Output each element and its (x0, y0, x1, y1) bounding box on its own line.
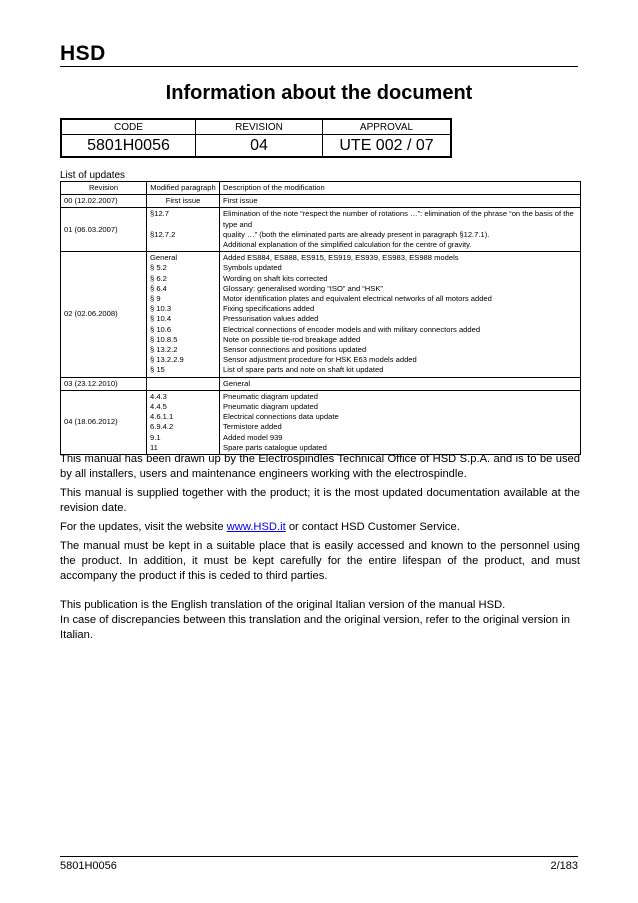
paragraph-cell (147, 390, 220, 454)
description-line: Termistore added (223, 422, 282, 432)
paragraph-line: § 15 (150, 365, 165, 375)
description-line: Fixing specifications added (223, 304, 315, 314)
paragraph-column-header: Modified paragraph (147, 182, 220, 195)
footer-divider (60, 856, 578, 857)
paragraph-line: §12.7.2 (150, 229, 176, 239)
paragraph-line: § 13.2.2 (150, 345, 178, 355)
description-line: Pneumatic diagram updated (223, 391, 318, 401)
description-cell (220, 390, 581, 454)
description-line: Note on possible tie-rod breakage added (223, 334, 361, 344)
updates-paragraph (60, 520, 580, 535)
paragraph-line: § 10.3 (150, 304, 172, 314)
footer-document-code: 5801H0056 (60, 860, 117, 872)
description-line: Motor identification plates and equivalent electrical networks of all motors added (223, 294, 492, 304)
description-line: Pressurisation values added (223, 314, 319, 324)
body-text (60, 452, 580, 647)
paragraph-cell (147, 377, 220, 390)
hsd-website-link[interactable]: www.HSD.it (226, 521, 286, 533)
translation-line-2: In case of discrepancies between this translation and the original version, refer to the original version in Italian. (60, 614, 570, 641)
paragraph-line (150, 220, 216, 230)
storage-paragraph: The manual must be kept in a suitable place that is easily accessed and known to the personnel using the product. In addition, it must be kept carefully for the entire lifespan of the product, and must accompany the product if this is ceded to third parties. (60, 540, 580, 582)
table-row (61, 208, 581, 252)
header-divider (60, 66, 578, 67)
description-line: quality …” (both the eliminated parts are already present in paragraph §12.7.1). (223, 229, 490, 239)
paragraph-line: 4.4.5 (150, 402, 167, 412)
translation-paragraph (60, 598, 580, 643)
description-cell: First issue (220, 195, 581, 208)
table-row (61, 377, 581, 390)
paragraph-line: 4.4.3 (150, 391, 167, 401)
paragraph-cell: First issue (147, 195, 220, 208)
description-line: Elimination of the note “respect the number of rotations …”: elimination of the phrase “on the basis of the type and (223, 209, 574, 229)
paragraph-line: § 13.2.2.9 (150, 355, 184, 365)
description-line: Additional explanation of the simplified calculation for the centre of gravity. (223, 240, 472, 250)
paragraph-line: 6.9.4.2 (150, 422, 174, 432)
page-title: Information about the document (165, 82, 473, 104)
paragraph-line: § 10.8.5 (150, 334, 178, 344)
description-line: Sensor connections and positions updated (223, 345, 367, 355)
updates-title: List of updates (60, 170, 126, 181)
description-line: Added model 939 (223, 432, 283, 442)
paragraph-line: § 5.2 (150, 263, 167, 273)
code-value: 5801H0056 (61, 135, 196, 158)
description-column-header: Description of the modification (220, 182, 581, 195)
table-row (61, 390, 581, 454)
table-row (61, 252, 581, 377)
description-line: Electrical connections data update (223, 412, 339, 422)
revision-cell: 00 (12.02.2007) (61, 195, 147, 208)
description-cell (220, 252, 581, 377)
description-line: Added ES884, ES888, ES915, ES919, ES939, ES983, ES988 models (223, 253, 459, 263)
supply-paragraph: This manual is supplied together with the product; it is the most updated documentation available at the revision date. (60, 487, 580, 514)
paragraph-line: § 10.6 (150, 324, 172, 334)
revision-cell: 04 (18.06.2012) (61, 390, 147, 454)
paragraph-line: § 6.2 (150, 273, 167, 283)
intro-paragraph: This manual has been drawn up by the Electrospindles Technical Office of HSD S.p.A. and is to be used by all installers, users and maintenance engineers working with the electrospindle. (60, 453, 580, 480)
revision-header: REVISION (196, 119, 323, 135)
table-row (61, 195, 581, 208)
paragraph-line: § 6.4 (150, 283, 167, 293)
description-line: Sensor adjustment procedure for HSK E63 models added (223, 355, 417, 365)
updates-text-after: or contact HSD Customer Service. (285, 521, 460, 533)
revision-cell: 02 (02.06.2008) (61, 252, 147, 377)
description-line: Symbols updated (223, 263, 282, 273)
paragraph-line: 11 (150, 442, 158, 452)
description-line: List of spare parts and note on shaft kit updated (223, 365, 384, 375)
approval-value: UTE 002 / 07 (323, 135, 452, 158)
description-line: Electrical connections of encoder models and with military connectors added (223, 324, 481, 334)
updates-text-before: For the updates, visit the website (60, 521, 227, 533)
description-line: Wording on shaft kits corrected (223, 273, 328, 283)
revision-cell: 03 (23.12.2010) (61, 377, 147, 390)
paragraph-line: 4.6.1.1 (150, 412, 174, 422)
document-info-table (60, 118, 452, 158)
description-cell: General (220, 377, 581, 390)
paragraph-line: 9.1 (150, 432, 161, 442)
updates-table (60, 181, 581, 455)
footer-page-number: 2/183 (550, 860, 578, 872)
description-cell (220, 208, 581, 252)
revision-column-header: Revision (61, 182, 147, 195)
paragraph-cell (147, 208, 220, 252)
revision-value: 04 (196, 135, 323, 158)
code-header: CODE (61, 119, 196, 135)
paragraph-line: §12.7 (150, 209, 170, 219)
description-line: Glossary: generalised wording “ISO” and “HSK” (223, 283, 383, 293)
hsd-logo: HSD (60, 42, 106, 65)
paragraph-line: § 9 (150, 294, 161, 304)
description-line: Pneumatic diagram updated (223, 402, 318, 412)
paragraph-line: § 10.4 (150, 314, 172, 324)
paragraph-line: General (150, 253, 178, 263)
paragraph-cell (147, 252, 220, 377)
approval-header: APPROVAL (323, 119, 452, 135)
revision-cell: 01 (06.03.2007) (61, 208, 147, 252)
translation-line-1: This publication is the English translation of the original Italian version of the manual HSD. (60, 599, 506, 611)
description-line: Spare parts catalogue updated (223, 442, 327, 452)
